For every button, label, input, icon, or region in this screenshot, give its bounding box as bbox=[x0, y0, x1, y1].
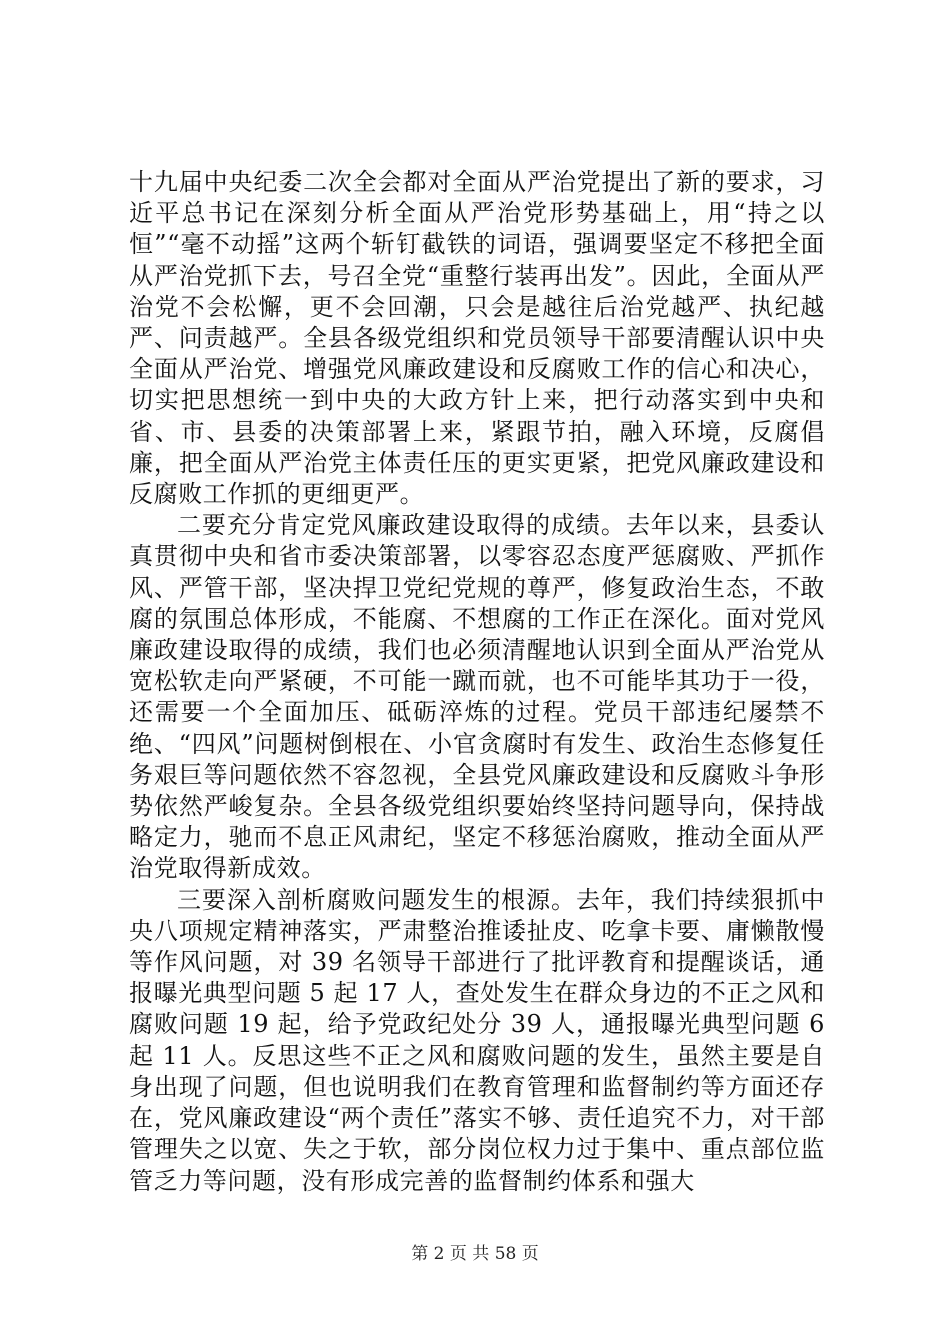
document-body bbox=[129, 167, 825, 1197]
paragraph-2: 二要充分肯定党风廉政建设取得的成绩。去年以来，县委认真贯彻中央和省市委决策部署，以零容忍态度严惩腐败、严抓作风、严管干部，坚决捍卫党纪党规的尊严，修复政治生态，不敢腐的氛围总体形成，不能腐、不想腐的工作正在深化。面对党风廉政建设取得的成绩，我们也必须清醒地认识到全面从严治党从宽松软走向严紧硬，不可能一蹴而就，也不可能毕其功于一役，还需要一个全面加压、砥砺淬炼的过程。党员干部违纪屡禁不绝、“四风”问题树倒根在、小官贪腐时有发生、政治生态修复任务艰巨等问题依然不容忽视，全县党风廉政建设和反腐败斗争形势依然严峻复杂。全县各级党组织要始终坚持问题导向，保持战略定力，驰而不息正风肃纪，坚定不移惩治腐败，推动全面从严治党取得新成效。 bbox=[129, 511, 825, 883]
paragraph-3: 三要深入剖析腐败问题发生的根源。去年，我们持续狠抓中央八项规定精神落实，严肃整治推诿扯皮、吃拿卡要、庸懒散慢等作风问题，对 39 名领导干部进行了批评教育和提醒谈话，通报曝光典型问题 5 起 17 人，查处发生在群众身边的不正之风和腐败问题 19 起，给予党政纪处分 39 人，通报曝光典型问题 6 起 11 人。反思这些不正之风和腐败问题的发生，虽然主要是自身出现了问题，但也说明我们在教育管理和监督制约等方面还存在，党风廉政建设“两个责任”落实不够、责任追究不力，对干部管理失之以宽、失之于软，部分岗位权力过于集中、重点部位监管乏力等问题，没有形成完善的监督制约体系和强大 bbox=[129, 885, 825, 1195]
page-number-footer: 第 2 页 共 58 页 bbox=[411, 1244, 539, 1264]
paragraph-1: 十九届中央纪委二次全会都对全面从严治党提出了新的要求，习近平总书记在深刻分析全面从严治党形势基础上，用“持之以恒”“毫不动摇”这两个斩钉截铁的词语，强调要坚定不移把全面从严治党抓下去，号召全党“重整行装再出发”。因此，全面从严治党不会松懈，更不会回潮，只会是越往后治党越严、执纪越严、问责越严。全县各级党组织和党员领导干部要清醒认识中央全面从严治党、增强党风廉政建设和反腐败工作的信心和决心，切实把思想统一到中央的大政方针上来，把行动落实到中央和省、市、县委的决策部署上来，紧跟节拍，融入环境，反腐倡廉，把全面从严治党主体责任压的更实更紧，把党风廉政建设和反腐败工作抓的更细更严。 bbox=[129, 168, 825, 509]
